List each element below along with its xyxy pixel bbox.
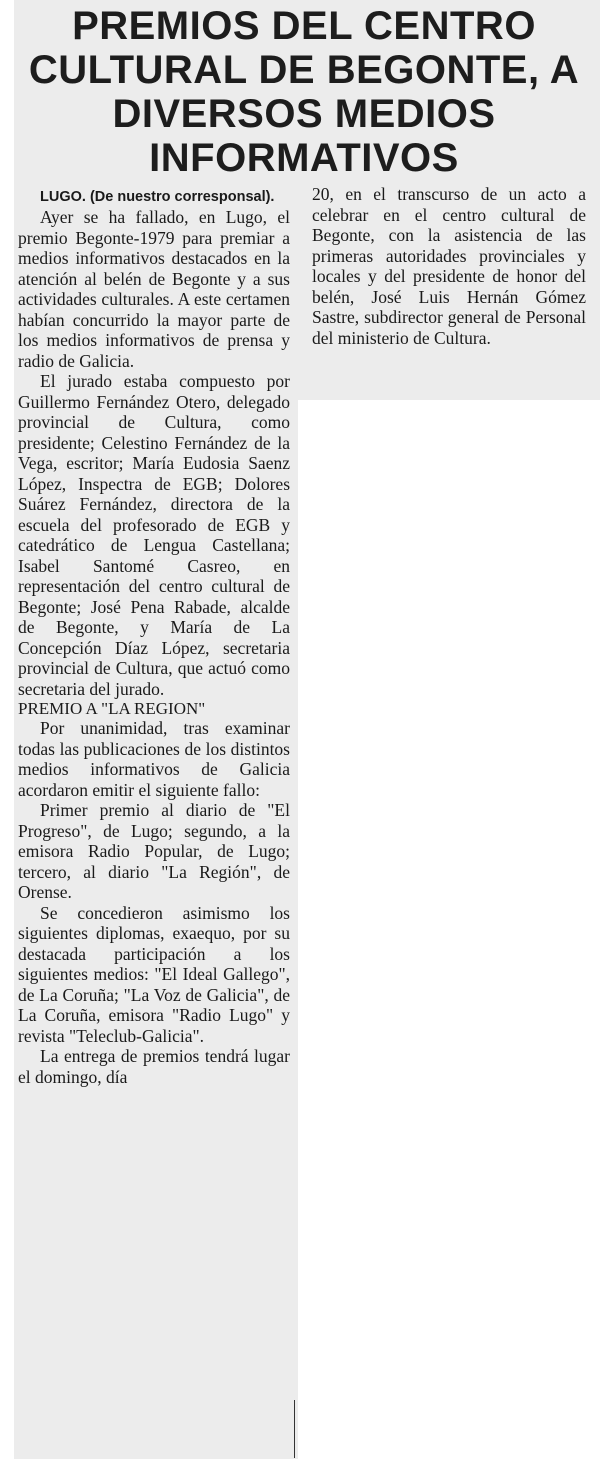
paragraph-prizes: Primer premio al diario de "El Progreso", de Lugo; segundo, a la emisora Radio Popular, de Lugo; tercero, al diario "La Región", de Orense.	[18, 800, 290, 902]
paragraph-unanimity: Por unanimidad, tras examinar todas las publicaciones de los distintos medios informativos de Galicia acordaron emitir el siguiente fallo:	[18, 718, 290, 800]
article-headline: PREMIOS DEL CENTRO CULTURAL DE BEGONTE, A DIVERSOS MEDIOS INFORMATIVOS	[28, 4, 580, 180]
subhead-premio: PREMIO A "LA REGION"	[18, 699, 206, 718]
paragraph-diplomas: Se concedieron asimismo los siguientes diplomas, exaequo, por su destacada participación a los siguientes medios: "El Ideal Gallego", de La Coruña; "La Voz de Galicia", de La Coruña, emisora "Radio Lugo" y revista "Teleclub-Galicia".	[18, 902, 290, 1046]
paragraph-ceremony: La entrega de premios tendrá lugar el domingo, día	[18, 1046, 290, 1087]
column-rule	[294, 1400, 295, 1458]
paragraph-continuation: 20, en el transcurso de un acto a celebrar en el centro cultural de Begonte, con la asistencia de las primeras autoridades provinciales y locales y del presidente de honor del belén, José Luis Hernán Gómez Sastre, subdirector general de Personal del ministerio de Cultura.	[312, 184, 586, 348]
right-column	[312, 184, 586, 348]
paragraph-jury: El jurado estaba compuesto por Guillermo Fernández Otero, delegado provincial de Cultura, como presidente; Celestino Fernández de la Vega, escritor; María Eudosia Saenz López, Inspectra de EGB; Dolores Suárez Fernández, directora de la escuela del profesorado de EGB y catedrático de Lengua Castellana; Isabel Santomé Casreo, en representación del centro cultural de Begonte; José Pena Rabade, alcalde de Begonte, y María de La Concepción Díaz López, secretaria provincial de Cultura, que actuó como secretaria del jurado.	[18, 371, 290, 699]
left-column	[18, 187, 290, 1087]
paragraph-intro: Ayer se ha fallado, en Lugo, el premio Begonte-1979 para premiar a medios informativos destacados en la atención al belén de Begonte y a sus actividades culturales. A este certamen habían concurrido la mayor parte de los medios informativos de prensa y radio de Galicia.	[18, 207, 290, 371]
byline: LUGO. (De nuestro corresponsal).	[40, 189, 275, 205]
